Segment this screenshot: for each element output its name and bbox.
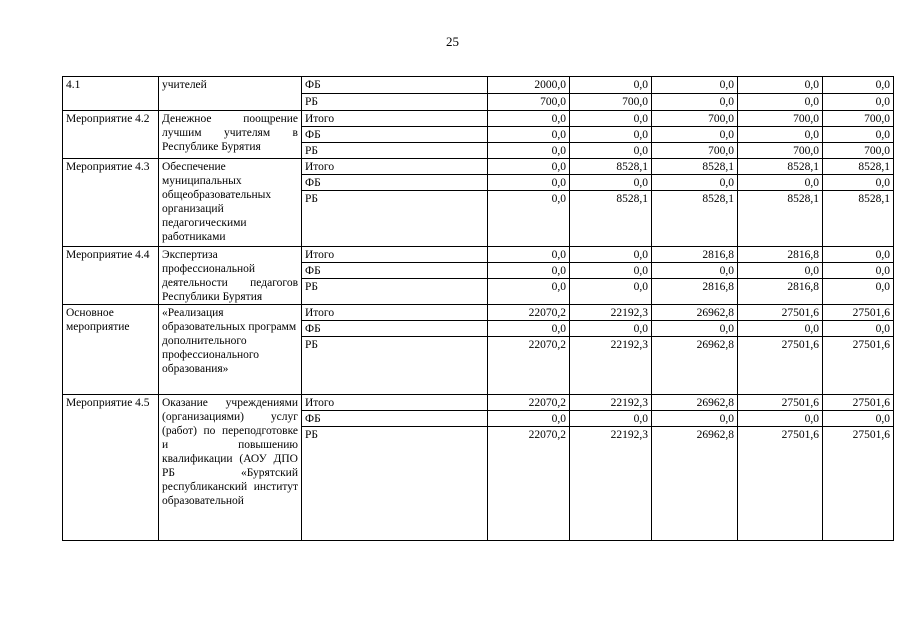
- value-cell: 0,0: [488, 321, 570, 337]
- event-cell: Мероприятие 4.4: [63, 247, 159, 305]
- table-row: [63, 247, 894, 263]
- value-cell: 8528,1: [738, 191, 823, 247]
- value-cell: 0,0: [652, 127, 738, 143]
- source-label-cell: РБ: [302, 143, 488, 159]
- value-cell: 0,0: [823, 94, 894, 111]
- value-cell: 0,0: [823, 321, 894, 337]
- value-cell: 700,0: [652, 111, 738, 127]
- value-cell: 0,0: [488, 279, 570, 305]
- table-row: [63, 395, 894, 411]
- event-name-cell: Обеспечение муниципальных общеобразовательных организаций педагогическими работниками: [159, 159, 302, 247]
- value-cell: 8528,1: [570, 159, 652, 175]
- value-cell: 0,0: [570, 127, 652, 143]
- value-cell: 0,0: [652, 94, 738, 111]
- value-cell: 700,0: [738, 111, 823, 127]
- source-label-cell: Итого: [302, 305, 488, 321]
- value-cell: 0,0: [570, 77, 652, 94]
- source-label-cell: ФБ: [302, 411, 488, 427]
- source-label-cell: Итого: [302, 111, 488, 127]
- value-cell: 0,0: [570, 111, 652, 127]
- value-cell: 27501,6: [823, 427, 894, 541]
- value-cell: 700,0: [738, 143, 823, 159]
- value-cell: 700,0: [823, 111, 894, 127]
- value-cell: 0,0: [823, 263, 894, 279]
- value-cell: 0,0: [570, 321, 652, 337]
- value-cell: 0,0: [738, 175, 823, 191]
- source-label-cell: Итого: [302, 247, 488, 263]
- value-cell: 0,0: [488, 111, 570, 127]
- value-cell: 22070,2: [488, 427, 570, 541]
- value-cell: 0,0: [738, 263, 823, 279]
- value-cell: 0,0: [488, 263, 570, 279]
- event-cell: Основное мероприятие: [63, 305, 159, 395]
- value-cell: 0,0: [823, 77, 894, 94]
- value-cell: 22070,2: [488, 337, 570, 395]
- source-label-cell: Итого: [302, 395, 488, 411]
- value-cell: 0,0: [488, 175, 570, 191]
- source-label-cell: РБ: [302, 279, 488, 305]
- table-row: [63, 77, 894, 94]
- table-row: [63, 159, 894, 175]
- value-cell: 22070,2: [488, 395, 570, 411]
- value-cell: 22192,3: [570, 427, 652, 541]
- page-number: 25: [446, 34, 459, 49]
- budget-table: [62, 76, 894, 541]
- value-cell: 0,0: [823, 279, 894, 305]
- source-label-cell: ФБ: [302, 127, 488, 143]
- value-cell: 27501,6: [823, 305, 894, 321]
- value-cell: 27501,6: [738, 337, 823, 395]
- value-cell: 700,0: [652, 143, 738, 159]
- value-cell: 27501,6: [823, 337, 894, 395]
- value-cell: 2816,8: [652, 247, 738, 263]
- value-cell: 0,0: [488, 411, 570, 427]
- event-name-cell: учителей: [159, 77, 302, 111]
- event-cell: 4.1: [63, 77, 159, 111]
- value-cell: 0,0: [570, 143, 652, 159]
- value-cell: 8528,1: [570, 191, 652, 247]
- value-cell: 0,0: [488, 191, 570, 247]
- value-cell: 8528,1: [652, 159, 738, 175]
- value-cell: 0,0: [823, 247, 894, 263]
- value-cell: 22192,3: [570, 337, 652, 395]
- source-label-cell: Итого: [302, 159, 488, 175]
- value-cell: 0,0: [652, 263, 738, 279]
- value-cell: 0,0: [652, 411, 738, 427]
- event-name-cell: «Реализация образовательных программ дополнительного профессионального образования»: [159, 305, 302, 395]
- value-cell: 26962,8: [652, 395, 738, 411]
- source-label-cell: ФБ: [302, 321, 488, 337]
- value-cell: 700,0: [488, 94, 570, 111]
- value-cell: 0,0: [823, 175, 894, 191]
- table-row: [63, 111, 894, 127]
- value-cell: 26962,8: [652, 337, 738, 395]
- value-cell: 8528,1: [738, 159, 823, 175]
- value-cell: 22192,3: [570, 395, 652, 411]
- event-cell: Мероприятие 4.5: [63, 395, 159, 541]
- value-cell: 0,0: [738, 321, 823, 337]
- value-cell: 2816,8: [652, 279, 738, 305]
- value-cell: 0,0: [488, 143, 570, 159]
- value-cell: 8528,1: [652, 191, 738, 247]
- value-cell: 27501,6: [738, 395, 823, 411]
- value-cell: 2816,8: [738, 279, 823, 305]
- value-cell: 0,0: [738, 77, 823, 94]
- value-cell: 0,0: [570, 175, 652, 191]
- event-cell: Мероприятие 4.2: [63, 111, 159, 159]
- value-cell: 2000,0: [488, 77, 570, 94]
- value-cell: 27501,6: [738, 427, 823, 541]
- event-name-cell: Оказание учреждениями (организациями) услуг (работ) по переподготовке и повышению квалификации (АОУ ДПО РБ «Бурятский республиканский институт образовательной: [159, 395, 302, 541]
- value-cell: 0,0: [488, 127, 570, 143]
- source-label-cell: РБ: [302, 337, 488, 395]
- value-cell: 0,0: [570, 247, 652, 263]
- value-cell: 8528,1: [823, 159, 894, 175]
- value-cell: 26962,8: [652, 305, 738, 321]
- value-cell: 26962,8: [652, 427, 738, 541]
- value-cell: 0,0: [652, 77, 738, 94]
- event-name-cell: Экспертиза профессиональной деятельности педагогов Республики Бурятия: [159, 247, 302, 305]
- source-label-cell: ФБ: [302, 175, 488, 191]
- value-cell: 0,0: [652, 321, 738, 337]
- value-cell: 27501,6: [738, 305, 823, 321]
- value-cell: 0,0: [570, 411, 652, 427]
- event-name-cell: Денежное поощрение лучшим учителям в Республике Бурятия: [159, 111, 302, 159]
- source-label-cell: ФБ: [302, 77, 488, 94]
- value-cell: 27501,6: [823, 395, 894, 411]
- source-label-cell: РБ: [302, 191, 488, 247]
- value-cell: 8528,1: [823, 191, 894, 247]
- table-row: [63, 305, 894, 321]
- value-cell: 0,0: [738, 127, 823, 143]
- source-label-cell: РБ: [302, 427, 488, 541]
- value-cell: 22070,2: [488, 305, 570, 321]
- value-cell: 0,0: [652, 175, 738, 191]
- value-cell: 0,0: [738, 94, 823, 111]
- value-cell: 0,0: [488, 247, 570, 263]
- value-cell: 0,0: [488, 159, 570, 175]
- source-label-cell: РБ: [302, 94, 488, 111]
- value-cell: 0,0: [738, 411, 823, 427]
- value-cell: 0,0: [823, 127, 894, 143]
- event-cell: Мероприятие 4.3: [63, 159, 159, 247]
- value-cell: 22192,3: [570, 305, 652, 321]
- value-cell: 0,0: [570, 279, 652, 305]
- source-label-cell: ФБ: [302, 263, 488, 279]
- value-cell: 700,0: [570, 94, 652, 111]
- value-cell: 0,0: [570, 263, 652, 279]
- value-cell: 700,0: [823, 143, 894, 159]
- value-cell: 2816,8: [738, 247, 823, 263]
- value-cell: 0,0: [823, 411, 894, 427]
